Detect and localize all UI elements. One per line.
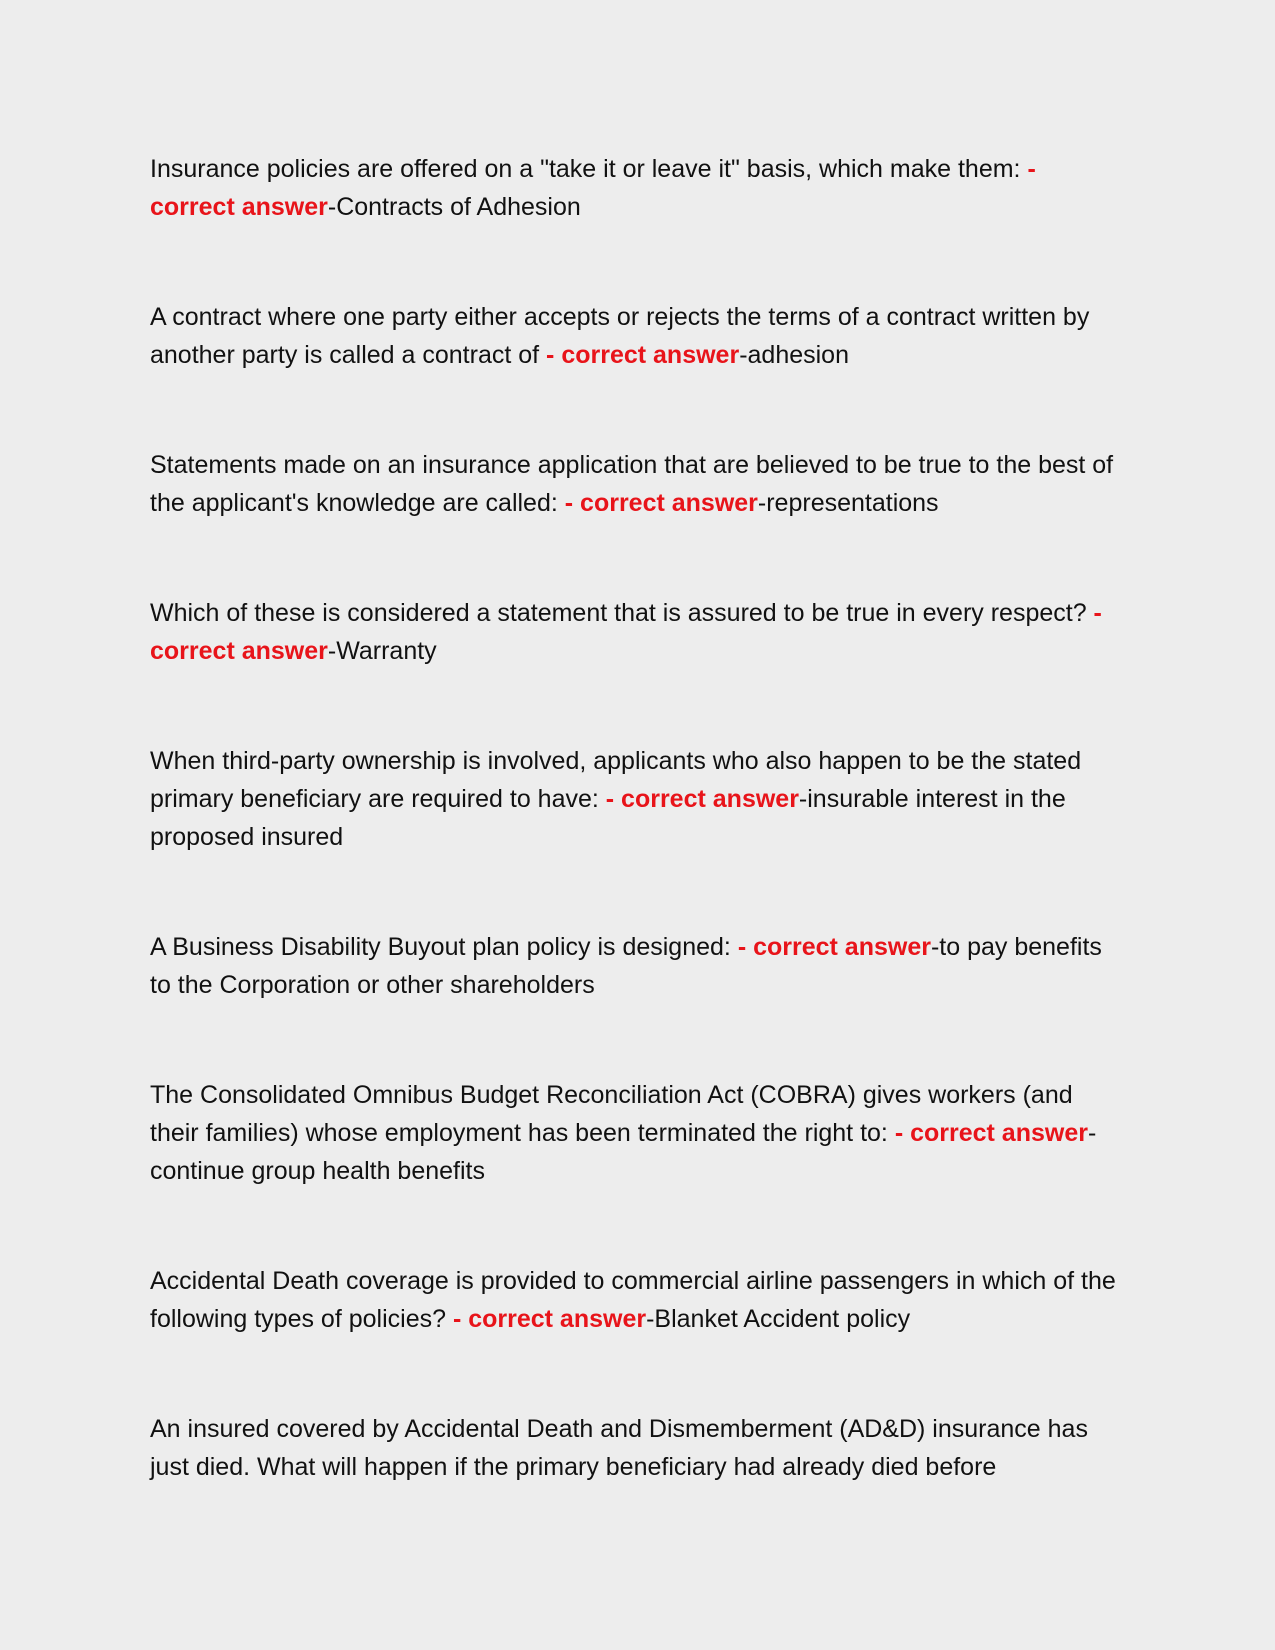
correct-answer-marker: - correct answer (605, 785, 799, 813)
qa-item-2 (150, 298, 1126, 374)
answer-text: -continue group health benefits (150, 1119, 1097, 1185)
answer-text: -Blanket Accident policy (646, 1305, 911, 1333)
question-text: A contract where one party either accepts or rejects the terms of a contract written by another party is called a contract of (150, 303, 1090, 369)
correct-answer-marker: - correct answer (894, 1119, 1088, 1147)
qa-item-4 (150, 594, 1126, 670)
question-text: Statements made on an insurance application that are believed to be true to the best of the applicant's knowledge are called: (150, 451, 1114, 517)
question-text: The Consolidated Omnibus Budget Reconciliation Act (COBRA) gives workers (and their families) whose employment has been terminated the right to: (150, 1081, 1073, 1147)
correct-answer-marker: - correct answer (564, 489, 758, 517)
question-text: When third-party ownership is involved, applicants who also happen to be the stated primary beneficiary are required to have: (150, 747, 1082, 813)
correct-answer-marker: - correct answer (737, 933, 931, 961)
qa-item-5 (150, 742, 1126, 856)
answer-text: -representations (757, 489, 939, 517)
qa-item-6 (150, 928, 1126, 1004)
correct-answer-marker: - correct answer (150, 599, 1102, 665)
qa-item-8 (150, 1262, 1126, 1338)
answer-text: -to pay benefits to the Corporation or other shareholders (150, 933, 1102, 999)
correct-answer-marker: - correct answer (546, 341, 740, 369)
answer-text: -adhesion (739, 341, 849, 369)
question-text: Which of these is considered a statement that is assured to be true in every respect? (150, 599, 1094, 627)
document-page (150, 150, 1126, 1486)
question-text: Insurance policies are offered on a "take it or leave it" basis, which make them: (150, 155, 1028, 183)
qa-item-1 (150, 150, 1126, 226)
answer-text: -Contracts of Adhesion (327, 193, 581, 221)
qa-item-3 (150, 446, 1126, 522)
qa-item-9 (150, 1410, 1126, 1486)
answer-text: -Warranty (327, 637, 437, 665)
question-text: An insured covered by Accidental Death and Dismemberment (AD&D) insurance has just died. What will happen if the primary beneficiary had already died before (150, 1415, 1088, 1481)
qa-item-7 (150, 1076, 1126, 1190)
question-text: A Business Disability Buyout plan policy is designed: (150, 933, 738, 961)
question-text: Accidental Death coverage is provided to commercial airline passengers in which of the following types of policies? (150, 1267, 1116, 1333)
correct-answer-marker: - correct answer (452, 1305, 647, 1333)
correct-answer-marker: - correct answer (150, 155, 1036, 221)
answer-text: -insurable interest in the proposed insured (150, 785, 1066, 851)
